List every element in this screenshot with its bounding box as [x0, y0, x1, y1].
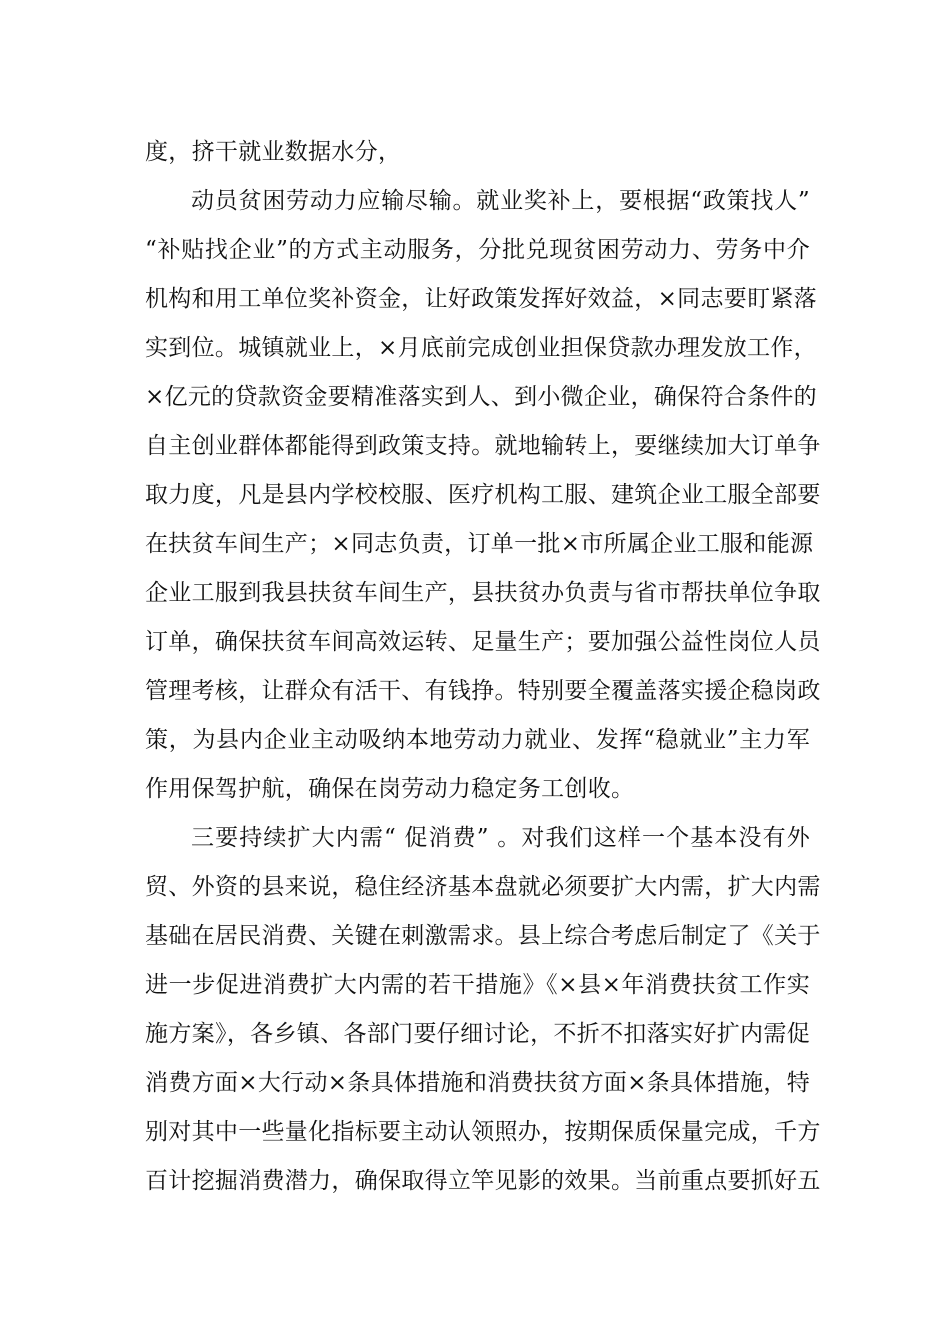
text-line: 动员贫困劳动力应输尽输。就业奖补上，要根据“政策找人” — [191, 188, 810, 214]
text-line: 消费方面×大行动×条具体措施和消费扶贫方面×条具体措施，特 — [145, 1070, 810, 1096]
text-line: 百计挖掘消费潜力，确保取得立竿见影的效果。当前重点要抓好五 — [145, 1168, 821, 1194]
text-line: 管理考核，让群众有活干、有钱挣。特别要全覆盖落实援企稳岗政 — [145, 678, 821, 704]
text-line: 机构和用工单位奖补资金，让好政策发挥好效益，×同志要盯紧落 — [145, 286, 817, 312]
text-line: 企业工服到我县扶贫车间生产，县扶贫办负责与省市帮扶单位争取 — [145, 580, 821, 606]
text-line: 进一步促进消费扩大内需的若干措施》《×县×年消费扶贫工作实 — [145, 972, 810, 998]
text-line: 三要持续扩大内需“ 促消费” 。对我们这样一个基本没有外 — [191, 825, 810, 851]
text-line: 别对其中一些量化指标要主动认领照办，按期保质保量完成，千方 — [145, 1119, 821, 1145]
text-line: 贸、外资的县来说，稳住经济基本盘就必须要扩大内需，扩大内需 — [145, 874, 821, 900]
text-line: 基础在居民消费、关键在刺激需求。县上综合考虑后制定了《关于 — [145, 923, 821, 949]
text-line: 自主创业群体都能得到政策支持。就地输转上，要继续加大订单争 — [145, 433, 821, 459]
text-line: “补贴找企业”的方式主动服务，分批兑现贫困劳动力、劳务中介 — [145, 237, 810, 263]
text-line: 作用保驾护航，确保在岗劳动力稳定务工创收。 — [145, 776, 635, 802]
text-line: 施方案》，各乡镇、各部门要仔细讨论，不折不扣落实好扩内需促 — [145, 1021, 810, 1047]
text-line: ×亿元的贷款资金要精准落实到人、到小微企业，确保符合条件的 — [145, 384, 817, 410]
text-line: 订单，确保扶贫车间高效运转、足量生产；要加强公益性岗位人员 — [145, 629, 821, 655]
text-line: 在扶贫车间生产；×同志负责，订单一批×市所属企业工服和能源 — [145, 531, 814, 557]
text-line: 度，挤干就业数据水分， — [145, 139, 402, 165]
text-line: 实到位。城镇就业上，×月底前完成创业担保贷款办理发放工作， — [145, 335, 817, 361]
body-text — [145, 128, 821, 1206]
text-line: 策，为县内企业主动吸纳本地劳动力就业、发挥“稳就业”主力军 — [145, 727, 810, 753]
text-line: 取力度，凡是县内学校校服、医疗机构工服、建筑企业工服全部要 — [145, 482, 821, 508]
